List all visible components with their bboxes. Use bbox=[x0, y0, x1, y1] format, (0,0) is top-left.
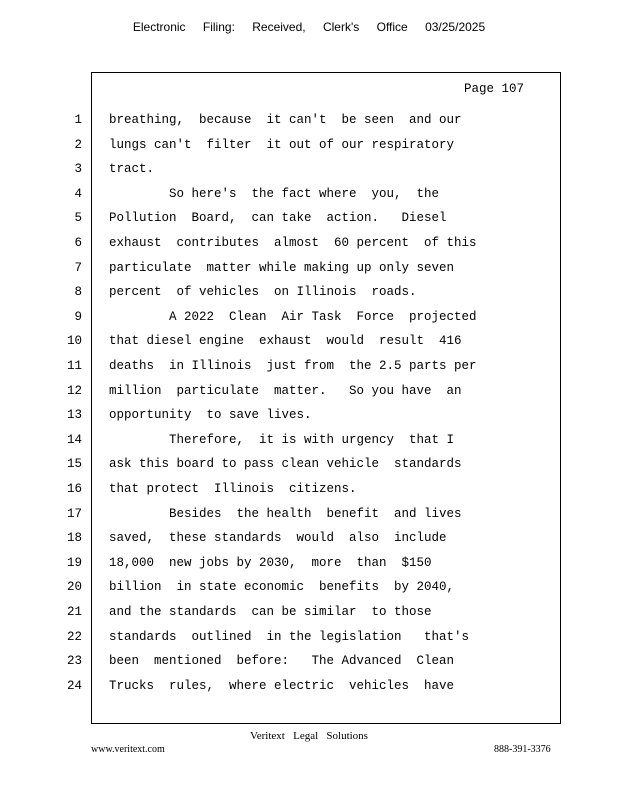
line-text: and the standards can be similar to those bbox=[109, 605, 432, 619]
line-text: 18,000 new jobs by 2030, more than $150 bbox=[109, 555, 432, 570]
line-number: 24 bbox=[66, 678, 82, 693]
line-text: lungs can't filter it out of our respiratory bbox=[109, 137, 455, 152]
line-text: A 2022 Clean Air Task Force projected bbox=[109, 309, 477, 324]
line-number: 12 bbox=[66, 383, 82, 398]
line-text: Trucks rules, where electric vehicles have bbox=[109, 678, 455, 693]
line-number: 4 bbox=[74, 186, 82, 201]
line-text: tract. bbox=[109, 162, 155, 177]
line-number: 17 bbox=[66, 506, 82, 521]
line-text: Besides the health benefit and lives bbox=[109, 506, 462, 521]
header-word: Clerk's bbox=[322, 20, 360, 34]
line-text: Therefore, it is with urgency that I bbox=[109, 432, 455, 447]
line-number: 15 bbox=[66, 457, 82, 472]
line-text: So here's the fact where you, the bbox=[109, 186, 440, 201]
line-number: 7 bbox=[74, 260, 82, 275]
line-number: 23 bbox=[66, 654, 82, 669]
header-word: Office bbox=[376, 20, 408, 34]
line-text: Pollution Board, can take action. Diesel bbox=[109, 211, 447, 226]
line-text: exhaust contributes almost 60 percent of this bbox=[109, 236, 477, 250]
line-text: opportunity to save lives. bbox=[109, 408, 312, 423]
filing-header bbox=[0, 20, 618, 34]
footer-company: Veritext Legal Solutions bbox=[250, 730, 368, 742]
line-text: standards outlined in the legislation that's bbox=[109, 629, 470, 644]
header-word: Received, bbox=[252, 20, 306, 34]
page-number: Page 107 bbox=[464, 82, 525, 96]
line-number: 6 bbox=[74, 236, 82, 250]
line-number: 5 bbox=[74, 211, 82, 226]
line-number: 21 bbox=[66, 605, 82, 619]
line-number: 18 bbox=[66, 531, 82, 546]
line-number: 13 bbox=[66, 408, 82, 423]
line-number: 16 bbox=[66, 482, 82, 496]
footer-website: www.veritext.com bbox=[91, 744, 165, 755]
line-text: been mentioned before: The Advanced Clean bbox=[109, 654, 455, 669]
header-word: Filing: bbox=[202, 20, 235, 34]
line-number: 8 bbox=[74, 285, 82, 300]
line-number: 3 bbox=[74, 162, 82, 177]
line-text: breathing, because it can't be seen and our bbox=[109, 113, 462, 127]
line-number: 22 bbox=[66, 629, 82, 644]
line-number: 20 bbox=[66, 580, 82, 595]
line-text: saved, these standards would also include bbox=[109, 531, 447, 546]
line-text: that diesel engine exhaust would result 416 bbox=[109, 334, 462, 349]
line-text: million particulate matter. So you have an bbox=[109, 383, 462, 398]
line-text: billion in state economic benefits by 2040, bbox=[109, 580, 455, 595]
line-number: 11 bbox=[66, 359, 82, 373]
line-text: that protect Illinois citizens. bbox=[109, 482, 357, 496]
line-number: 2 bbox=[74, 137, 82, 152]
line-number: 14 bbox=[66, 432, 82, 447]
line-text: ask this board to pass clean vehicle standards bbox=[109, 457, 462, 472]
line-number: 19 bbox=[66, 555, 82, 570]
footer-phone: 888-391-3376 bbox=[494, 744, 551, 755]
line-text: deaths in Illinois just from the 2.5 parts per bbox=[109, 359, 477, 373]
line-number: 1 bbox=[74, 113, 82, 127]
line-number: 10 bbox=[66, 334, 82, 349]
line-text: percent of vehicles on Illinois roads. bbox=[109, 285, 417, 300]
header-word: 03/25/2025 bbox=[425, 20, 486, 34]
header-word: Electronic bbox=[132, 20, 186, 34]
line-number: 9 bbox=[74, 309, 82, 324]
line-text: particulate matter while making up only seven bbox=[109, 260, 455, 275]
